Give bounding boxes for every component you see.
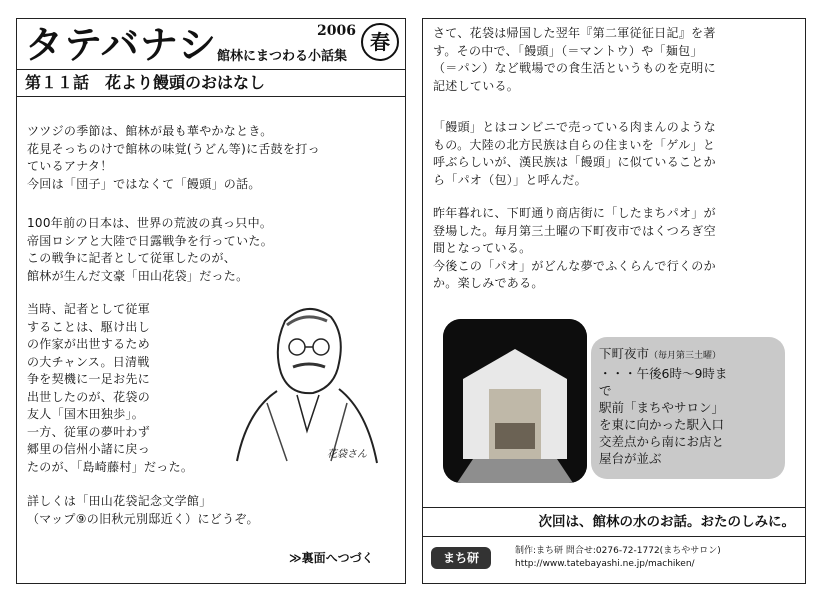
night-market-info	[591, 337, 785, 479]
footer	[423, 537, 805, 583]
front-panel	[16, 18, 406, 584]
season-badge: 春	[361, 23, 399, 61]
issue-year: 2006	[317, 23, 356, 39]
machiken-logo: まち研	[431, 547, 491, 569]
masthead	[17, 19, 405, 69]
newsletter-title: タテバナシ	[25, 23, 217, 67]
tent-icon	[443, 319, 587, 483]
writers-paragraph: 当時、記者として従軍 することは、駆け出し の作家が出世するため の大チャンス。日清戦 争を契機に一足お先に 出世したのが、花袋の 友人「国木田独歩」。 一方、従軍の夢叶わず 郷里の信州小諸に戻っ たのが、「島崎藤村」だった。	[27, 302, 194, 474]
market-hours-cont: で	[599, 383, 612, 398]
pao-paragraph: 「饅頭」とはコンビニで売っている肉まんのような もの。大陸の北方民族は自らの住まいを「ゲル」と 呼ぶらしいが、漢民族は「饅頭」に似ていることか ら「パオ（包）」と呼んだ。	[433, 120, 716, 187]
night-market-photo	[443, 319, 587, 483]
diary-paragraph: さて、花袋は帰国した翌年『第二軍従征日記』を著 す。その中で、「饅頭」（＝マントウ）や「麺包」 （＝パン）など戦場での食生活というものを克明に 記述している。	[433, 26, 716, 93]
newsletter-subtitle: 館林にまつわる小話集	[217, 49, 348, 64]
next-issue-notice: 次回は、館林の水のお話。おたのしみに。	[423, 507, 805, 537]
continue-note: ≫裏面へつづく	[289, 551, 374, 565]
intro-paragraph: ツツジの季節は、館林が最も華やかなとき。 花見そっちのけで館林の味覚(うどん等)に舌鼓を打っ ているアナタ！ 今回は「団子」ではなくて「饅頭」の話。	[27, 124, 320, 191]
market-name: 下町夜市	[599, 346, 650, 361]
back-panel	[422, 18, 806, 584]
credit-text: 制作:まち研 問合せ:0276-72-1772(まちやサロン) http://www.tatebayashi.ne.jp/machiken/	[515, 546, 721, 569]
portrait-caption: 花袋さん	[327, 449, 367, 460]
market-directions-4: 屋台が並ぶ	[599, 451, 662, 466]
katai-portrait-icon	[227, 291, 387, 467]
market-hours: ・・・午後6時～9時ま	[599, 366, 728, 381]
market-directions-1: 駅前「まちやサロン」	[599, 400, 725, 415]
history-paragraph: 100年前の日本は、世界の荒波の真っ只中。 帝国ロシアと大陸で日露戦争を行っていた。 この戦争に記者として従軍したのが、 館林が生んだ文豪「田山花袋」だった。	[27, 216, 274, 283]
market-directions-2: を東に向かった駅入口	[599, 417, 725, 432]
episode-heading: 第１１話 花より饅頭のおはなし	[17, 69, 405, 97]
market-directions-3: 交差点から南にお店と	[599, 434, 725, 449]
market-schedule: （毎月第三土曜）	[649, 351, 722, 361]
market-paragraph: 昨年暮れに、下町通り商店街に「したまちパオ」が 登場した。毎月第三土曜の下町夜市ではくつろぎ空 間となっている。 今後この「パオ」がどんな夢でふくらんで行くのか か。楽しみである。	[433, 206, 716, 290]
museum-paragraph: 詳しくは「田山花袋記念文学館」 （マップ⑨の旧秋元別邸近く）にどうぞ。	[27, 494, 259, 526]
